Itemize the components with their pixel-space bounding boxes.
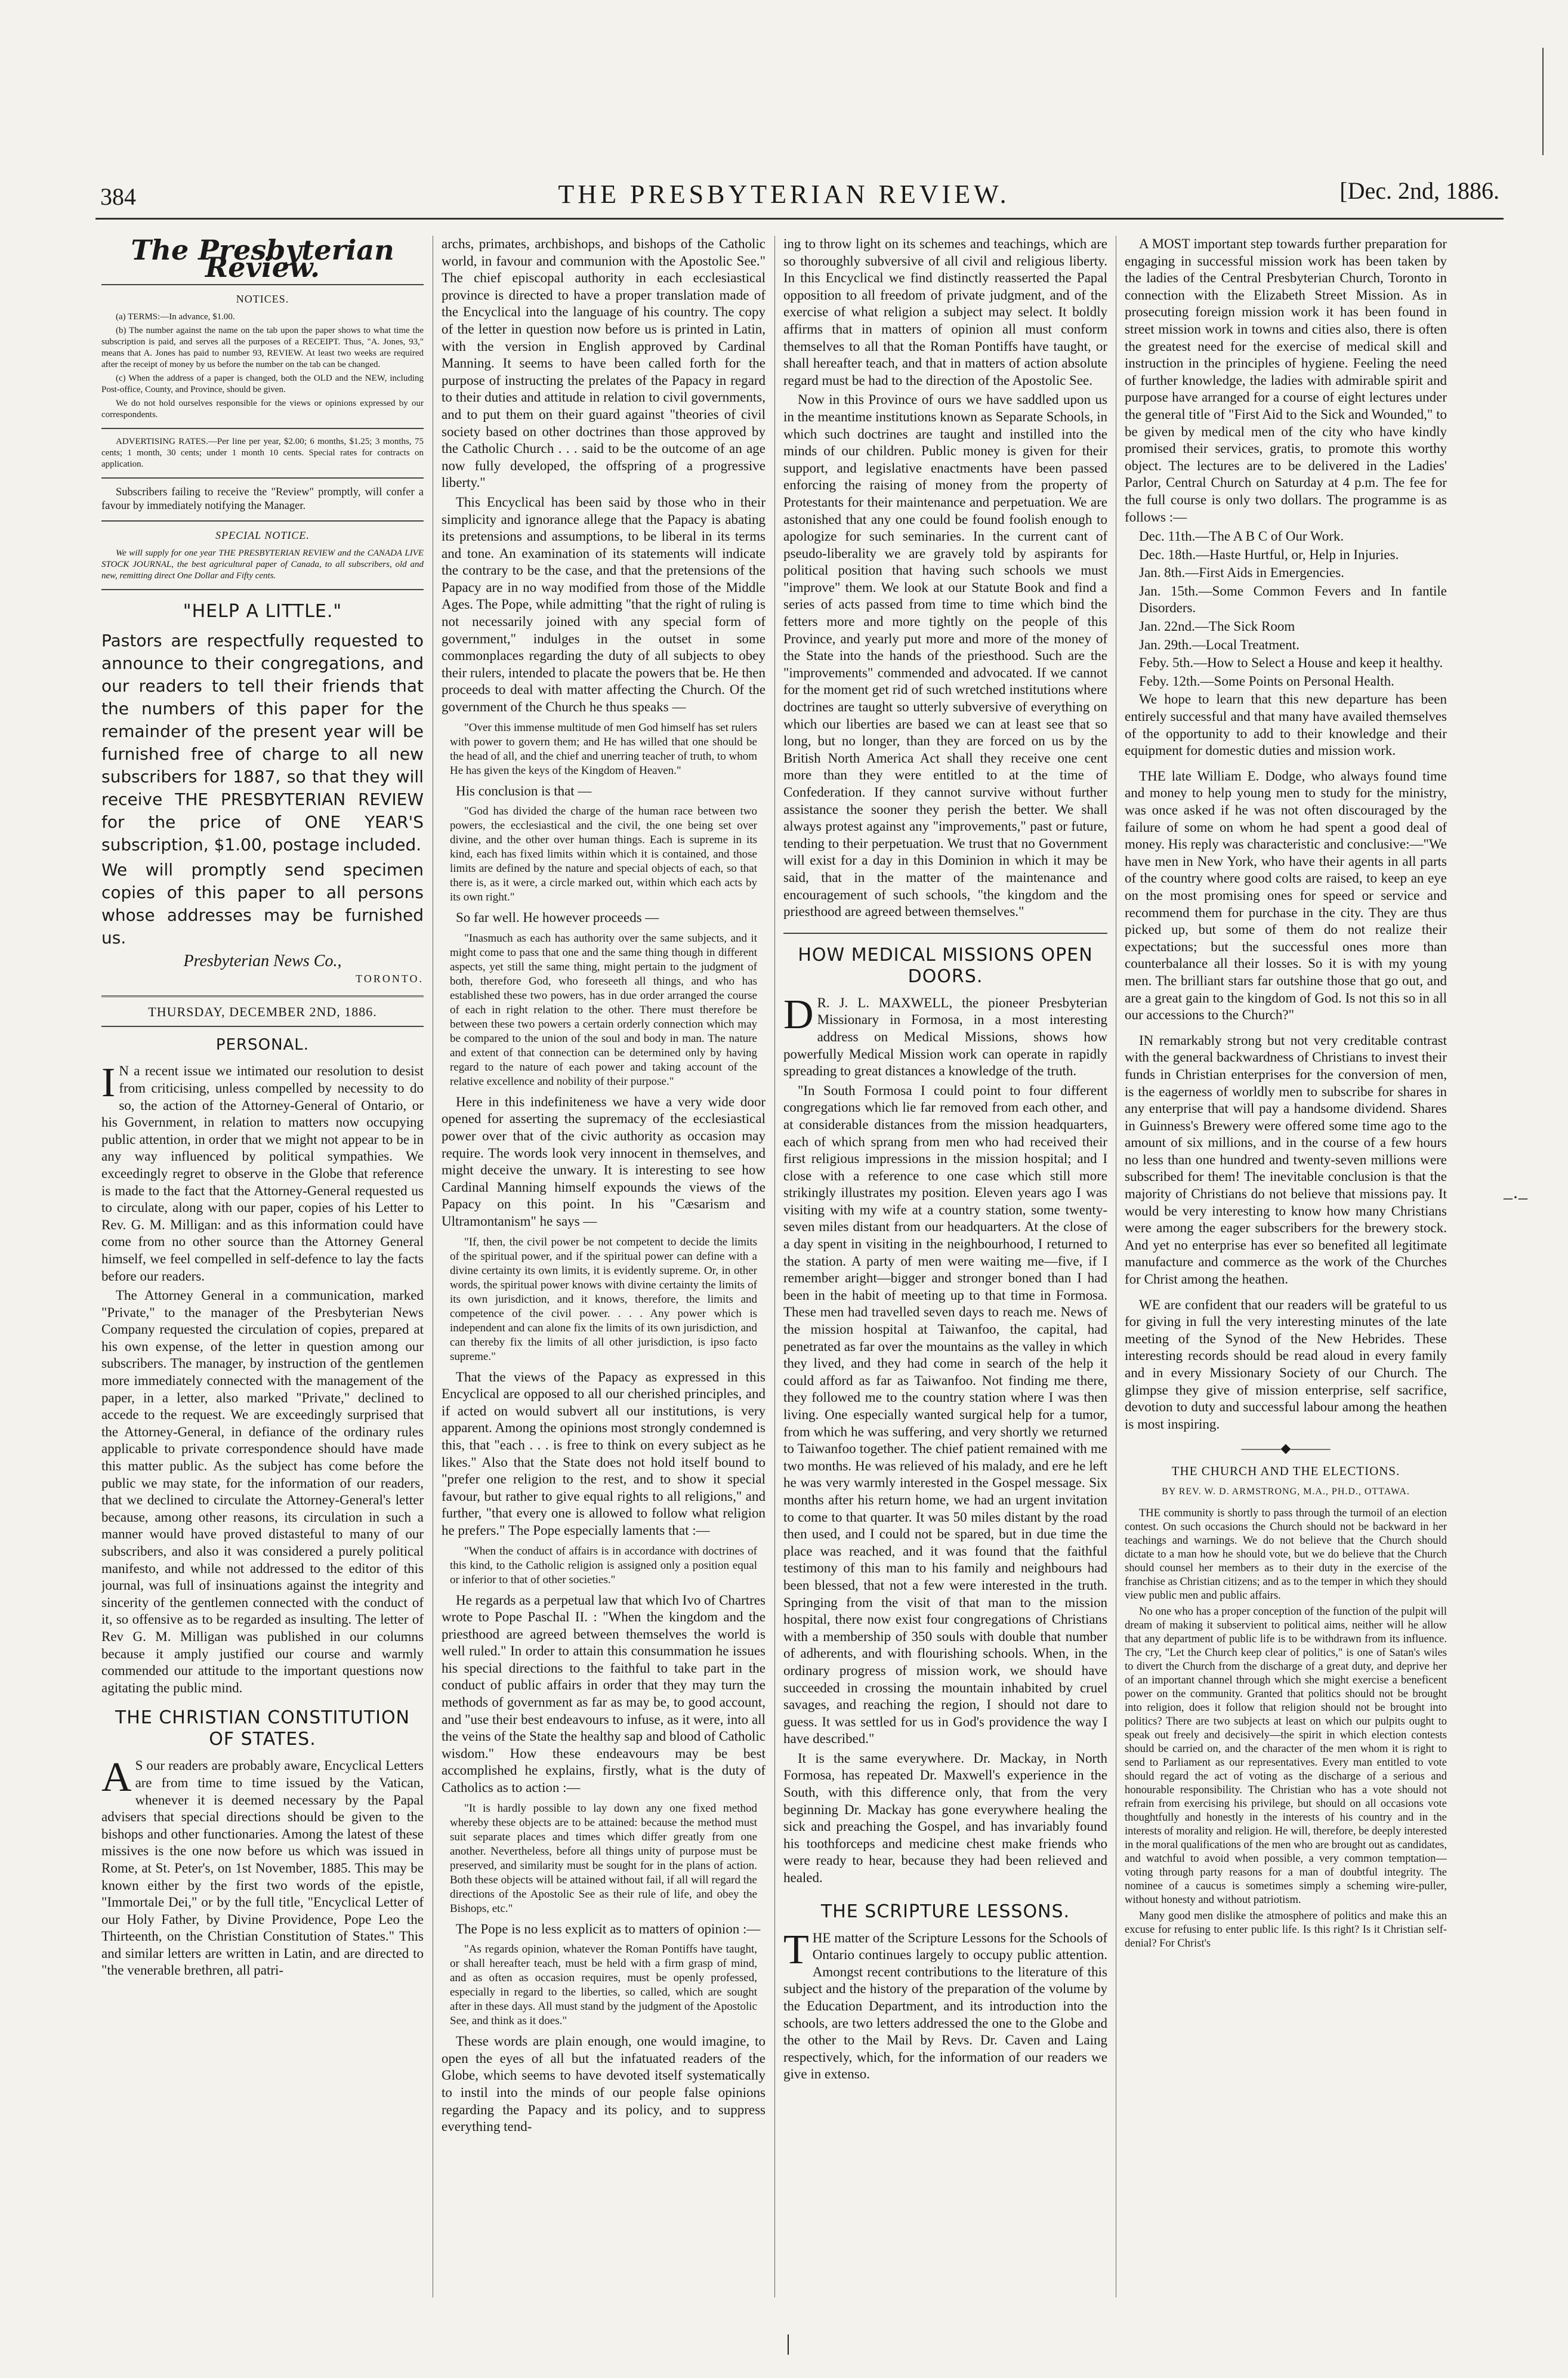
church-elections-title: THE CHURCH AND THE ELECTIONS. (1171, 1463, 1400, 1478)
help-signature: Presbyterian News Co., (183, 952, 342, 971)
list-item: Jan. 29th.—Local Treatment. (1139, 637, 1300, 652)
quotation: "Inasmuch as each has authority over the same subjects, and it might come to pass that one and the same thing though in different aspects, yet still the same thing, might pertain to the judgment of both, therefore God, who foreseeth all things, and who has established these two powers, has in due order arranged the course of each in right relation to the other. There must therefore be between these two powers a certain orderly connection which may be compared to the union of the soul and body in man. The nature and extent of that connection can be determined only by having regard to the nature of each power and taking account of the relative excellence and nobility of their purpose." (450, 932, 757, 1088)
column-2 (442, 236, 766, 2306)
notice: (b) The number against the name on the tab upon the paper shows to what time the subscription is paid, and serves all the purposes of a RECEIPT. Thus, "A. Jones, 93," means that A. Jones has paid to number 93, REVIEW. At least two weeks are required after the receipt of money by us before the number on the tab can be changed. (101, 326, 424, 370)
list-item: Dec. 18th.—Haste Hurtful, or, Help in Injuries. (1139, 547, 1399, 562)
header-rule (95, 218, 1504, 220)
byline: BY REV. W. D. ARMSTRONG, M.A., PH.D., OTTAWA. (1162, 1486, 1410, 1497)
list-item: Jan. 8th.—First Aids in Emergencies. (1139, 565, 1344, 581)
margin-mark (1542, 48, 1544, 155)
personal-title: PERSONAL. (215, 1036, 310, 1054)
article-paragraph (783, 1926, 1107, 2083)
article-paragraph: This Encyclical has been said by those who in their simplicity and ignorance allege that the Papacy is abating its pretensions and assumptions, to be liberal in its terms and tone. An examination of its statements will indicate the contrary to be the case, and that the pretensions of the Papacy are in no way modified from those of the Middle Ages. The Pope, while admitting "that the right of ruling is not necessarily joined with any special form of government," indulges in the outset in some commonplaces regarding the duty of all subjects to obey their rulers, intended to placate the powers that be. He then proceeds to deal with matter affecting the Church. Of the government of the Church he thus speaks — (442, 494, 766, 715)
article-paragraph: archs, primates, archbishops, and bishops of the Catholic world, in favour and communion with the Apostolic See." The chief episcopal authority in each ecclesiastical province is directed to have a proper translation made of the Encyclical into the language of his country. The copy of the letter in question now before us is printed in Latin, with the version in English approved by Cardinal Manning. It seems to have been called forth for the purpose of instructing the prelates of the Papacy in regard to their duties and attitude in relation to civil governments, and to put them on their guard against "theories of civil society based on other doctrines than those approved by the Catholic Church . . . said to be the outcome of an age now fully developed, the offspring of a progressive liberty." (442, 236, 766, 491)
special-notice: We will supply for one year THE PRESBYTERIAN REVIEW and the CANADA LIVE STOCK JOURNAL, the best agricultural paper of Canada, to all subscribers, old and new, remitting direct One Dollar and Fifty cents. (101, 548, 424, 581)
paragraph-text: N a recent issue we intimated our resolution to desist from criticising, unless compelled by necessity to do so, the action of the Attorney-General of Ontario, or his Government, in relation to matters now occupying public attention, in order that we might not appear to be in any way influenced by political sympathies. We exceedingly regret to observe in the Globe that reference is made to the fact that the Attorney-General requested us to circulate, along with our paper, copies of his Letter to Rev. G. M. Milligan: and as this information could have come from no other source than the Attorney General himself, we feel compelled in self-defence to lay the facts before our readers. (101, 1063, 424, 1284)
notice: (a) TERMS:—In advance, $1.00. (116, 312, 235, 322)
article-paragraph: No one who has a proper conception of the function of the pulpit will dream of making it subservient to political aims, neither will he allow that any department of public life is to be withdrawn from its influence. The cry, "Let the Church keep clear of politics," is one of Satan's wiles to divert the Church from the discharge of a great duty, and deprive her of an important channel through which she might exercise a beneficent power on the community. Granted that politics should not be brought into religion, does it follow that religion should not be brought into politics? There are two subjects at least on which our pulpits ought to speak out freely and decisively—the spirit in which election contests should be carried on, and the character of the men whom it is right to send to Parliament as our representatives. Every man entitled to vote should regard the act of voting as the discharge of a serious and honourable responsibility. The Christian who has a vote should not refrain from exercising his privilege, but should on all occasions vote thoughtfully and honestly in the interests of his country and in the interests of morality and religion. He will, therefore, be deeply interested in the moral qualifications of the men who are brought out as candidates, and watchful to avoid when possible, a very common temptation—voting through party reasons for a man of doubtful integrity. The nominee of a caucus is sometimes simply a scheming wire-puller, without honesty and without patriotism. (1125, 1605, 1447, 1906)
scripture-lessons-title: THE SCRIPTURE LESSONS. (820, 1901, 1070, 1922)
list-item: Jan. 15th.—Some Common Fevers and In fantile Disorders. (1139, 583, 1447, 616)
paragraph-text: HE matter of the Scripture Lessons for the Schools of Ontario continues largely to occupy public attention. Amongst recent contributions to the literature of this subject and the history of the preparation of the volume by the Education Department, and its introduction into the schools, are two letters addressed the one to the Globe and the other to the Mail by Revs. Dr. Caven and Laing respectively, which, for the information of our readers we give in extenso. (783, 1930, 1107, 2082)
article-paragraph: We hope to learn that this new departure has been entirely successful and that many have availed themselves of the opportunity to add to their knowledge and their equipment for domestic duties and mission work. (1125, 692, 1447, 758)
quotation: "When the conduct of affairs is in accordance with doctrines of this kind, to the Catholic religion is assigned only a position equal or inferior to that of other societies." (450, 1544, 757, 1586)
drop-cap: T (783, 1926, 809, 1973)
article-paragraph: "In South Formosa I could point to four different congregations which lie far removed from each other, and at considerable distances from the mission headquarters, each of which sprang from men who had received their first religious impressions in the mission hospital; and I close with a reference to one case which still more strikingly illustrates my position. Eleven years ago I was visiting with my wife at a country station, some twenty-seven miles distant from our headquarters. At the close of a day spent in visiting in the neighbourhood, I returned to the station. A party of men were waiting me—five, if I remember aright—bigger and stronger boned than I had been in the habit of meeting up to that time in Formosa. These men had travelled seven days to reach me. News of the mission hospital at Taiwanfoo, the capital, had penetrated as far over the mountains as the valley in which they lived, and they had come in search of the help it could afford as far as Taiwanfoo. Not finding me there, they followed me to the country station where I was then living. One especially wanted surgical help for a tumor, from which he was suffering, and very shortly we returned to Taiwanfoo together. The chief patient remained with me two months. He was relieved of his malady, and ere he left he was very warmly interested in the Gospel message. Six months after his return home, we had an urgent invitation to come to that quarter. It was 50 miles distant by the road then used, and I could not be spared, but in due time the place was reached, and it was found that the faithful testimony of this man to his family and neighbours had been blessed, that not a few were interested in the truth. Springing from the visit of that man to the mission hospital, there now exist four congregations of Christians with a membership of 350 souls with double that number of adherents, and with flourishing schools. When, in the ordinary progress of mission work, we should have succeeded in crossing the mountain inhabited by cruel savages, and reaching the region, I should not dare to guess. It was settled for us in God's providence the way I have described." (783, 1082, 1107, 1747)
quotation: "If, then, the civil power be not competent to decide the limits of the spiritual power, and if the spiritual power can define with a divine certainty its own limits, it is evidently supreme. Or, in other words, the spiritual power knows with divine certainty the limits of its own jurisdiction, and it knows, therefore, the limits and competence of the civil power. . . . Any power which is independent and can alone fix the limits of its own jurisdiction, and can thereby fix the limits of all other jurisdiction, is ipso facto supreme." (450, 1235, 757, 1363)
article-paragraph: IN remarkably strong but not very creditable contrast with the general backwardness of Christians to invest their funds in Christian enterprises for the conversion of men, is the eagerness of worldly men to subscribe for shares in any enterprise that will pay a handsome dividend. Shares in Guinness's Brewery were offered some time ago to the amount of six millions, and in the course of a few hours no less than one hundred and twenty-seven millions were subscribed for them! The inevitable conclusion is that the majority of Christians do not believe that missions pay. It would be very interesting to know how many Christians were among the eager subscribers for the brewery stock. And yet no enterprise has ever so benefited all legitimate manufacture and commerce as the work of the Churches for Christ among the heathen. (1125, 1032, 1447, 1287)
special-notice-title: SPECIAL NOTICE. (215, 529, 310, 542)
quotation: "It is hardly possible to lay down any one fixed method whereby these objects are to be attained: because the method must suit separate places and times which differ greatly from one another. Nevertheless, before all things unity of purpose must be preserved, and similarity must be sought for in the plans of action. Both these objects will be attained without fail, if all will regard the directions of the Apostolic See as their rule of life, and obey the Bishops, etc." (450, 1802, 757, 1915)
divider (101, 284, 424, 285)
help-city: TORONTO. (356, 972, 424, 985)
article-paragraph: He regards as a perpetual law that which Ivo of Chartres wrote to Pope Paschal II. : "When the kingdom and the priesthood are agreed between themselves the world is well ruled." In order to attain this consummation he issues his special directions to the faithful to take part in the conduct of public affairs in order that they may turn the methods of government as far as may be, to good account, and "use their best endeavours to infuse, as it were, into all the veins of the State the healthy sap and blood of Catholic wisdom." How these endeavours may be best accomplished he explains, firstly, what is the duty of Catholics as to action :— (442, 1592, 766, 1796)
divider (101, 1026, 424, 1027)
list-item: Dec. 11th.—The A B C of Our Work. (1139, 529, 1344, 544)
article-paragraph: Here in this indefiniteness we have a very wide door opened for asserting the supremacy of the ecclesiastical power over that of the civic authority as occasion may require. The words look very innocent in themselves, and might deceive the unwary. It is interesting to see how Cardinal Manning himself expounds the views of the Papacy on this point. In his "Cæsarism and Ultramontanism" he says — (442, 1094, 766, 1229)
dateline: THURSDAY, DECEMBER 2ND, 1886. (148, 1004, 377, 1020)
divider (101, 589, 424, 590)
quotation: "Over this immense multitude of men God himself has set rulers with power to govern them; and He has willed that one should be the head of all, and the chief and unerring teacher of truth, to whom He has given the keys of the Kingdom of Heaven." (450, 721, 757, 777)
margin-dash: –·– (1504, 1188, 1527, 1207)
article-paragraph: His conclusion is that — (456, 783, 592, 798)
drop-cap: D (783, 991, 814, 1038)
drop-cap: A (101, 1754, 132, 1801)
help-title: "HELP A LITTLE." (183, 601, 342, 622)
notice: We do not hold ourselves responsible for the views or opinions expressed by our correspondents. (101, 399, 424, 420)
article-paragraph: The Pope is no less explicit as to matters of opinion :— (456, 1921, 761, 1936)
column-3 (783, 236, 1107, 2306)
notices-title: NOTICES. (236, 293, 289, 306)
article-paragraph: The Attorney General in a communication, marked "Private," to the manager of the Presbyterian News Company requested the circulation of copies, prepared at his own expense, of the letter in question among our subscribers. The manager, by instruction of the gentlemen more immediately connected with the management of the paper, in a letter, also marked "Private," declined to accede to the request. We are exceedingly surprised that the Attorney-General, in defiance of the ordinary rules applicable to private correspondence should have made this matter public. As the subject has come before the public we may state, for the information of our readers, that we declined to circulate the Attorney-General's letter because, among other reasons, its circulation in such a manner would have proved distasteful to many of our subscribers, and also it was considered a purely political manifesto, and while not addressed to the editor of this journal, was full of insinuations against the integrity and sincerity of the gentlemen connected with the conduct of it, so offensive as to be regarded as insulting. The letter of Rev G. M. Milligan was published in our columns because it amply justified our course and warmly commended our attitude to the important questions now agitating the public mind. (101, 1288, 424, 1695)
quotation: "God has divided the charge of the human race between two powers, the ecclesiastical and the civil, the one being set over divine, and the other over human things. Each is supreme in its kind, each has fixed limits within which it is contained, and those limits are defined by the nature and special objects of each, so that there is, as it were, a circle marked out, within which each acts by its own right." (450, 805, 757, 904)
article-paragraph: Now in this Province of ours we have saddled upon us in the meantime institutions known as Separate Schools, in which such doctrines are taught and instilled into the minds of our children. Public money is given for their support, and legislative enactments have been passed enforcing the raising of money from the property of Protestants for their maintenance and perpetuation. We are astonished that any one could be found foolish enough to apologize for such seminaries. In the current cant of pseudo-liberality we are gravely told by aspirants for political position that having such schools we must "improve" them. We look at our Statute Book and find a series of acts passed from time to time which bind the fetters more and more tightly on the people of this Province, and yearly put more and more of the money of the State into the hands of the priesthood. Such are the "improvements" commended and advocated. If we cannot for the moment get rid of such wretched institutions where doctrines are taught so utterly subversive of everything on which our liberties are based we can at least see that so long, but no longer, than they are forced on us by the British North America Act shall they receive one cent more than they were entitled to at the time of Confederation. If they cannot survive without further assistance the sooner they perish the better. We shall always protest against any "improvements," past or future, tending to their perpetuation. We trust that no Government will exist for a day in this Dominion in which it may be said, that in the matter of the maintenance and encouragement of such schools, "the kingdom and the priesthood are agreed between themselves." (783, 392, 1107, 920)
list-item: Feby. 5th.—How to Select a House and keep it healthy. (1139, 655, 1443, 671)
bottom-mark (788, 2334, 789, 2355)
article-paragraph: THE community is shortly to pass through the turmoil of an election contest. On such occasions the Church should not be backward in her teachings and warnings. We do not believe that the Church should dictate to a man how he should vote, but we do believe that the Church should counsel her members as to their duty in the exercise of the franchise as Christian citizens; and as to the temper in which they should view public men and public affairs. (1125, 1507, 1447, 1602)
article-paragraph: A MOST important step towards further preparation for engaging in successful mission work has been taken by the ladies of the Central Presbyterian Church, Toronto in connection with the Elizabeth Street Mission. As in prosecuting foreign mission work it has been found in street mission work in towns and cities also, there is often the greatest need for the exercise of medical skill and instruction in the principles of hygiene. Feeling the need of further knowledge, the ladies with admirable spirit and purpose have arranged for a course of eight lectures under the general title of "First Aid to the Sick and Wounded," to be given by medical men of the city who have kindly promised their services, gratis, to promote this worthy object. The lectures are to be delivered in the Ladies' Parlor, Central Church on Saturday at 4 p.m. The fee for the full course is only two dollars. The programme is as follows :— (1125, 236, 1447, 525)
divider (101, 428, 424, 429)
column-1 (101, 236, 424, 2306)
article-paragraph (101, 1060, 424, 1285)
lecture-programme (1125, 528, 1447, 690)
subscribers-notice: Subscribers failing to receive the "Review" promptly, will confer a favour by immediately notifying the Manager. (101, 486, 424, 513)
list-item: Feby. 12th.—Some Points on Personal Health. (1139, 673, 1394, 689)
article-paragraph (101, 1754, 424, 1979)
list-item: Jan. 22nd.—The Sick Room (1139, 619, 1295, 634)
article-paragraph: ing to throw light on its schemes and teachings, which are so thoroughly subversive of all civil and religious liberty. In this Encyclical we find distinctly reasserted the Papal opposition to all freedom of private judgment, and of the exercise of what religion a subject may select. It boldly affirms that in matters of opinion all must conform themselves to all that the Roman Pontiffs have taught, or shall hereafter teach, and that in matters of action absolute regard must be had to the direction of the Apostolic See. (783, 236, 1107, 388)
article-paragraph: WE are confident that our readers will be grateful to us for giving in full the very interesting minutes of the late meeting of the Synod of the New Hebrides. These interesting records should be read aloud in every family and in every Missionary Society of our Church. The glimpse they give of mission enterprise, self sacrifice, devotion to duty and successful labour among the heathen is most inspiring. (1125, 1297, 1447, 1432)
divider (101, 995, 424, 997)
help-paragraph: We will promptly send specimen copies of this paper to all persons whose addresses may be furnished us. (101, 860, 424, 948)
help-paragraph: Pastors are respectfully requested to announce to their congregations, and our readers to tell their friends that the numbers of this paper for the remainder of the present year will be furnished free of charge to all new subscribers for 1887, so that they will receive THE PRESBYTERIAN REVIEW for the price of ONE YEAR'S subscription, $1.00, postage included. (101, 631, 424, 855)
column-4 (1125, 236, 1447, 2306)
medical-missions-title: HOW MEDICAL MISSIONS OPEN DOORS. (798, 944, 1093, 987)
article-paragraph: These words are plain enough, one would imagine, to open the eyes of all but the infatuated readers of the Globe, which seems to have devoted itself systematically to instil into the minds of our people false opinions regarding the Papacy and its policy, and to suppress everything tend- (442, 2034, 766, 2135)
article-paragraph (783, 991, 1107, 1080)
divider (101, 520, 424, 522)
divider (783, 933, 1107, 934)
paragraph-text: R. J. L. MAXWELL, the pioneer Presbyterian Missionary in Formosa, in a most interesting address on Medical Missions, shows how powerfully Medical Mission work can operate in rapidly spreading to great distances a knowledge of the truth. (783, 995, 1107, 1079)
issue-date: [Dec. 2nd, 1886. (1339, 177, 1499, 204)
column-rule (774, 236, 775, 2297)
article-paragraph: That the views of the Papacy as expressed in this Encyclical are opposed to all our cherished principles, and if acted on would subvert all our institutions, is very apparent. Among the opinions most strongly condemned is this, that "each . . . is free to think on every subject as he likes." Also that the State does not hold itself bound to "prefer one religion to the rest, and to show it special favour, but rather to give equal rights to all religions," and further, "that every one is allowed to follow what religion he prefers." The Pope especially laments that :— (442, 1369, 766, 1538)
christian-constitution-title: THE CHRISTIAN CONSTITUTION OF STATES. (115, 1707, 410, 1750)
advertising-rates: ADVERTISING RATES.—Per line per year, $2.00; 6 months, $1.25; 3 months, 75 cents; 1 month, 30 cents; under 1 month 10 cents. Special rates for contracts on application. (101, 437, 424, 470)
divider (101, 477, 424, 479)
quotation: "As regards opinion, whatever the Roman Pontiffs have taught, or shall hereafter teach, must be held with a firm grasp of mind, and as often as occasion requires, must be openly professed, especially in regard to the liberties, so called, which are sought after in these days. All must stand by the judgment of the Apostolic See, and think as it does." (450, 1943, 757, 2028)
article-paragraph: Many good men dislike the atmosphere of politics and make this an excuse for refusing to enter public life. Is this right? Is it Christian self-denial? For Christ's (1125, 1910, 1447, 1950)
masthead: The Presbyterian Review. (131, 236, 394, 283)
page-number: 384 (100, 183, 136, 210)
notice: (c) When the address of a paper is changed, both the OLD and the NEW, including Post-office, County, and Province, should be given. (101, 374, 424, 395)
ornament-divider: ———◆——— (1241, 1441, 1331, 1456)
article-paragraph: It is the same everywhere. Dr. Mackay, in North Formosa, has repeated Dr. Maxwell's experience in the South, with this difference only, that from the very beginning Dr. Mackay has gone everywhere healing the sick and preaching the Gospel, and has invariably found his toothforceps and medicine chest make friends who were ready to hear, because they had been relieved and healed. (783, 1750, 1107, 1886)
article-paragraph: So far well. He however proceeds — (456, 910, 659, 926)
running-head: THE PRESBYTERIAN REVIEW. (558, 180, 1010, 209)
drop-cap: I (101, 1060, 116, 1106)
article-paragraph: THE late William E. Dodge, who always found time and money to help young men to study for the ministry, was once asked if he was not often discouraged by the failure of some on whom he had spent a good deal of money. His reply was characteristic and conclusive:—"We have men in New York, who have their agents in all parts of the country where good colts are raised, to keep an eye on the most promising ones for speed or service and recommend them for purchase in the city. They are thus picked up, but some of them do not realize their expectations; but the successful ones more than counterbalance all their losses. So it is with my young men. The brilliant stars far outshine those that go out, and are a great gain to the kingdom of God. Is not this so in all our accessions to the Church?" (1125, 768, 1447, 1023)
paragraph-text: S our readers are probably aware, Encyclical Letters are from time to time issued by the Vatican, whenever it is deemed necessary by the Papal advisers that special directions should be given to the bishops and other functionaries. Among the latest of these missives is the one now before us which was issued in Rome, at St. Peter's, on 1st November, 1885. This may be known either by the first two words of the epistle, "Immortale Dei," or by the full title, "Encyclical Letter of our Holy Father, by Divine Providence, Pope Leo the Thirteenth, on the Christian Constitution of States." This and similar letters are written in Latin, and are directed to "the venerable brethren, all patri- (101, 1758, 424, 1978)
help-notice (101, 630, 424, 949)
